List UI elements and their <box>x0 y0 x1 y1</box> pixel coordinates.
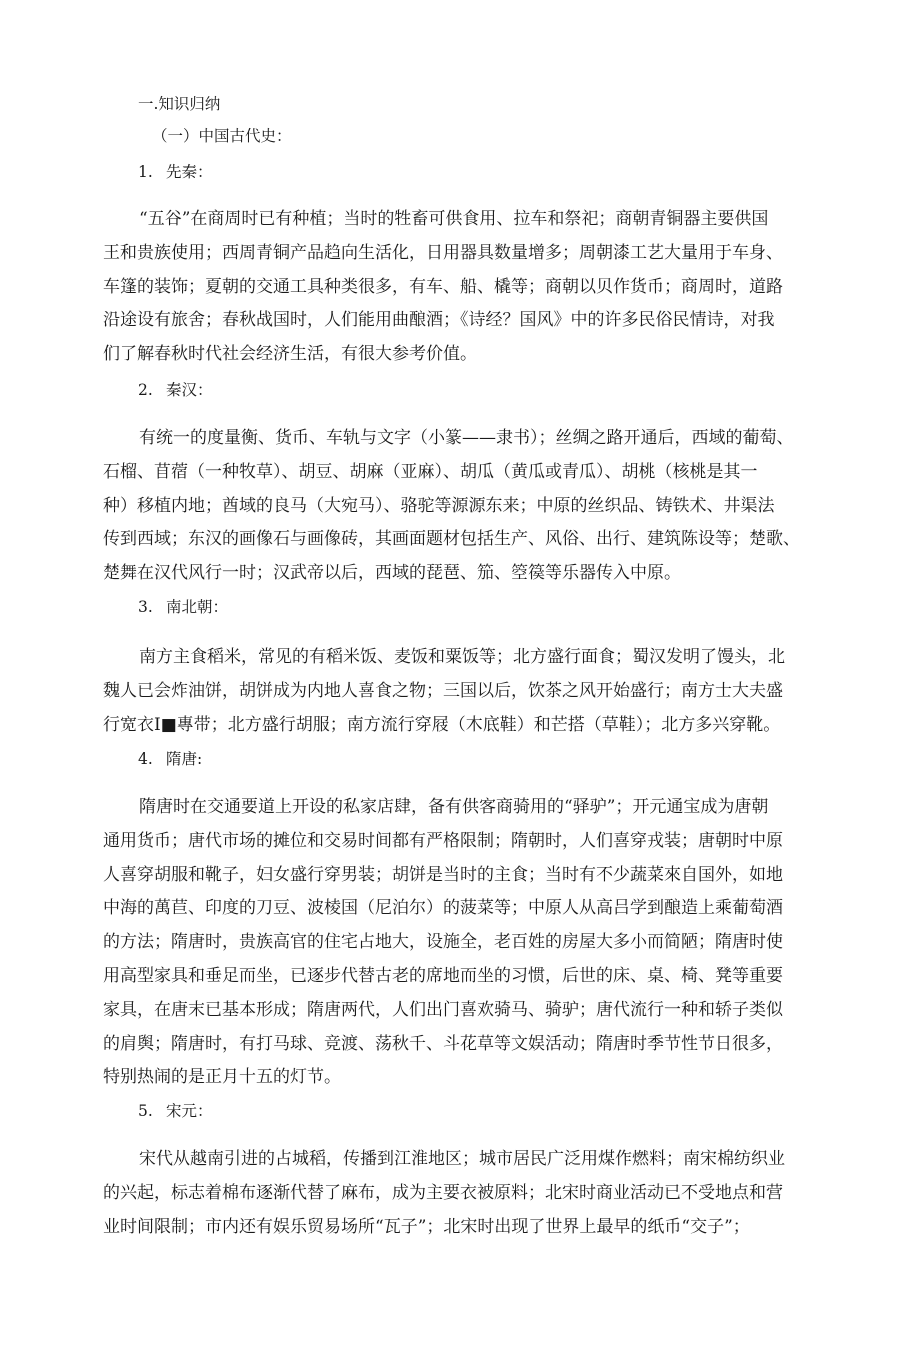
paragraph-line: 业时间限制；市内还有娱乐贸易场所“瓦子”；北宋时出现了世界上最早的纸币“交子”； <box>103 1216 750 1237</box>
paragraph-line: 用高型家具和垂足而坐，已逐步代替古老的席地而坐的习惯，后世的床、桌、椅、凳等重要 <box>103 965 783 986</box>
paragraph-line: 石榴、苜蓿（一种牧草）、胡豆、胡麻（亚麻）、胡瓜（黄瓜或青瓜）、胡桃（核桃是其一 <box>103 461 758 482</box>
paragraph-suitang <box>103 791 803 1095</box>
paragraph-nanbeichao <box>103 641 803 742</box>
paragraph-line: “五谷”在商周时已有种植；当时的牲畜可供食用、拉车和祭祀；商朝青铜器主要供国 <box>139 209 769 229</box>
section-title-text: 先秦： <box>166 163 213 181</box>
paragraph-line: 魏人已会炸油饼，胡饼成为内地人喜食之物；三国以后，饮茶之风开始盛行；南方士大夫盛 <box>103 680 783 701</box>
paragraph-line: 家具，在唐末已基本形成；隋唐两代，人们出门喜欢骑马、骑驴；唐代流行一种和轿子类似 <box>103 999 783 1020</box>
paragraph-line: 有统一的度量衡、货币、车轨与文字（小篆——隶书）；丝绸之路开通后，西域的葡萄、 <box>139 428 794 448</box>
section-title-suitang <box>138 749 202 769</box>
heading-ancient-china: （一）中国古代史： <box>152 127 292 145</box>
paragraph-line: 隋唐时在交通要道上开设的私家店肆，备有供客商骑用的“驿驴”；开元通宝成为唐朝 <box>139 797 769 817</box>
paragraph-line: 楚舞在汉代风行一时；汉武帝以后，西域的琵琶、笳、箜篌等乐器传入中原。 <box>103 563 681 584</box>
paragraph-line: 人喜穿胡服和靴子，妇女盛行穿男装；胡饼是当时的主食；当时有不少蔬菜來自国外，如地 <box>103 864 783 885</box>
paragraph-line: 沿途设有旅舍；春秋战国时，人们能用曲酿酒；《诗经？国风》中的许多民俗民情诗，对我 <box>103 310 775 331</box>
paragraph-line: 通用货币；唐代市场的摊位和交易时间都有严格限制；隋朝时，人们喜穿戎装；唐朝时中原 <box>103 830 783 851</box>
section-title-songyuan <box>138 1101 213 1121</box>
paragraph-line: 们了解春秋时代社会经济生活，有很大参考价值。 <box>103 344 477 365</box>
section-title-qinhan <box>138 380 213 400</box>
section-title-xianqin <box>138 162 213 182</box>
paragraph-line: 王和贵族使用；西周青铜产品趋向生活化，日用器具数量增多；周朝漆工艺大量用于车身、 <box>103 242 783 263</box>
paragraph-line: 的肩舆；隋唐时，有打马球、竞渡、荡秋千、斗花草等文娱活动；隋唐时季节性节日很多， <box>103 1033 783 1054</box>
paragraph-qinhan <box>103 422 803 591</box>
paragraph-line: 行宽衣I■專带；北方盛行胡服；南方流行穿屐（木底鞋）和芒搭（草鞋）；北方多兴穿靴。 <box>103 714 781 735</box>
section-title-text: 秦汉： <box>166 381 213 399</box>
paragraph-line: 车篷的装饰；夏朝的交通工具种类很多，有车、船、橇等；商朝以贝作货币；商周时，道路 <box>103 276 783 297</box>
paragraph-songyuan <box>103 1143 803 1244</box>
section-title-text: 宋元： <box>166 1102 213 1120</box>
section-title-nanbeichao <box>138 597 228 617</box>
paragraph-line: 中海的萬苣、印度的刀豆、波棱国（尼泊尔）的菠菜等；中原人从高吕学到酿造上乘葡萄酒 <box>103 898 783 919</box>
section-title-text: 南北朝： <box>166 598 229 616</box>
paragraph-line: 传到西域；东汉的画像石与画像砖，其画面题材包括生产、风俗、出行、建筑陈设等；楚歌、 <box>103 529 800 550</box>
section-title-text: 隋唐: <box>166 750 203 768</box>
section-number: 1. <box>138 163 153 181</box>
paragraph-xianqin <box>103 203 803 372</box>
paragraph-line: 的方法；隋唐时，贵族高官的住宅占地大，设施全，老百姓的房屋大多小而简陋；隋唐时使 <box>103 932 783 953</box>
section-number: 2. <box>138 381 153 399</box>
paragraph-line: 南方主食稻米，常见的有稻米饭、麦饭和粟饭等；北方盛行面食；蜀汉发明了馒头，北 <box>139 647 785 667</box>
section-number: 5. <box>138 1102 153 1120</box>
heading-knowledge-summary: 一.知识归纳 <box>138 95 221 113</box>
section-number: 3. <box>138 598 153 616</box>
paragraph-line: 的兴起，标志着棉布逐渐代替了麻布，成为主要衣被原料；北宋时商业活动已不受地点和营 <box>103 1182 783 1203</box>
section-number: 4. <box>138 750 153 768</box>
paragraph-line: 特别热闹的是正月十五的灯节。 <box>103 1067 341 1088</box>
paragraph-line: 种）移植内地；酋域的良马（大宛马）、骆驼等源源东来；中原的丝织品、铸铁术、井渠法 <box>103 495 775 516</box>
paragraph-line: 宋代从越南引进的占城稻，传播到江淮地区；城市居民广泛用煤作燃料；南宋棉纺织业 <box>139 1149 785 1169</box>
